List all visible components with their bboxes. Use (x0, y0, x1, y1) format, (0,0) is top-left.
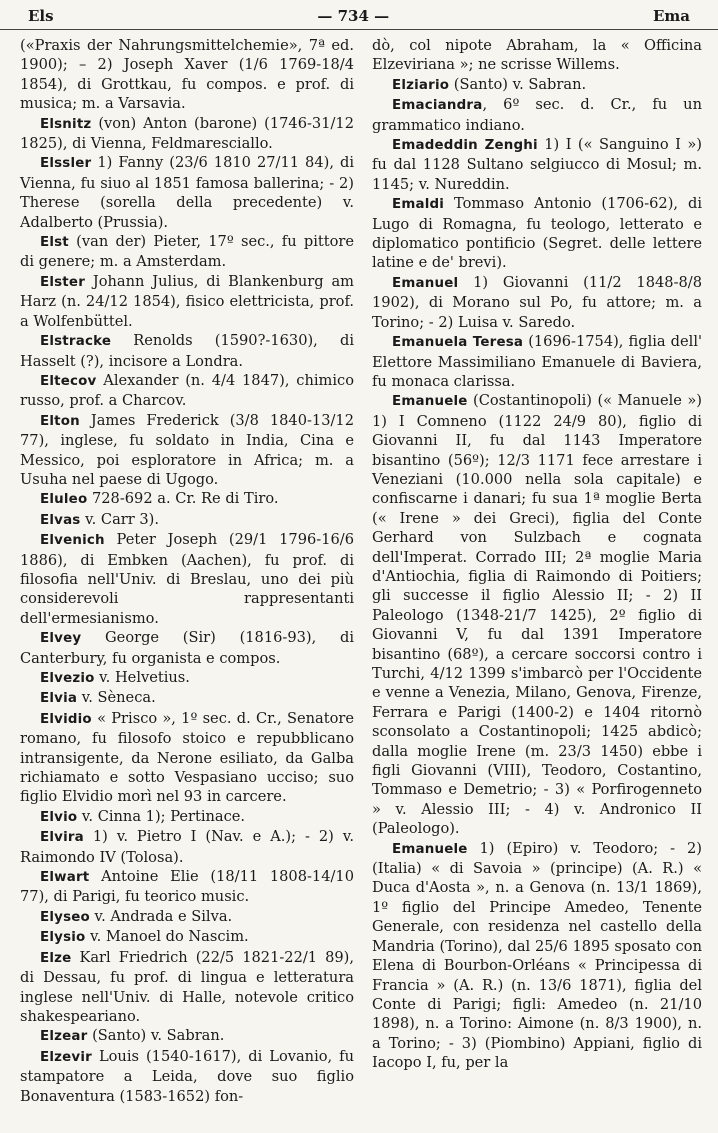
entry-text: Johann Julius, di Blankenburg am Harz (n. 24/12 1854), fisico elettricista, prof. a Wolfenbüttel. (20, 272, 354, 330)
dictionary-entry (20, 907, 354, 927)
entry-headword: Elsnitz (40, 116, 92, 132)
dictionary-entry (20, 1026, 354, 1046)
entry-text: 1) (Epiro) v. Teodoro; - 2) (Italia) « di Savoia » (principe) (A. R.) « Duca d'Aosta », n. a Genova (n. 13/1 1869), 1º figlio del Principe Amedeo, Tenente Generale, con residenza nel castello della Mandria (Torino), dal 25/6 1895 sposato con Elena di Bourbon-Orléans « Principessa di Francia » (A. R.) (n. 13/6 1871), figlia del Conte di Parigi; figli: Amedeo (n. 21/10 1898), n. a Torino: Aimone (n. 8/3 1900), n. a Torino; - 3) (Piombino) Appiani, figlio di Iacopo I, fu, per la (372, 839, 702, 1072)
entry-text: Renolds (1590?-1630), di Hasselt (?), incisore a Londra. (20, 332, 354, 370)
entry-headword: Elvidio (40, 711, 92, 727)
entry-headword: Elst (40, 235, 69, 251)
entry-headword: Elvas (40, 512, 81, 528)
entry-text: v. Carr 3). (80, 510, 159, 528)
entry-text: 1) v. Pietro I (Nav. e A.); - 2) v. Raimondo IV (Tolosa). (20, 828, 354, 866)
dictionary-entry (20, 668, 354, 688)
left-column (20, 36, 354, 1106)
dictionary-entry (372, 194, 702, 273)
dictionary-entry (372, 95, 702, 135)
header-rule (0, 29, 718, 30)
dictionary-entry (372, 135, 702, 194)
dictionary-entry (372, 273, 702, 332)
dictionary-entry (20, 1047, 354, 1106)
dictionary-entry (20, 688, 354, 708)
entry-text: v. Sèneca. (77, 689, 156, 707)
entry-headword: Elziario (392, 77, 450, 93)
entry-text: (von) Anton (barone) (1746-31/12 1825), di Vienna, Feldmaresciallo. (20, 114, 354, 153)
dictionary-entry (372, 839, 702, 1073)
entry-headword: Elwart (40, 870, 90, 886)
entry-headword: Elzear (40, 1029, 88, 1045)
dictionary-entry (20, 530, 354, 628)
entry-text: Tommaso Antonio (1706-62), di Lugo di Romagna, fu teologo, letterato e diplomatico pontificio (Segret. delle lettere latine e de' brevi). (372, 195, 702, 272)
entry-headword: Emaciandra (392, 98, 483, 114)
entry-headword: Emanuel (392, 275, 459, 291)
entry-headword: Elze (40, 950, 72, 966)
entry-text: («Praxis der Nahrungsmittelchemie», 7ª ed. 1900); – 2) Joseph Xaver (1/6 1769-18/4 1854), di Grottkau, fu compos. e prof. di musica; m. a Varsavia. (20, 37, 354, 113)
dictionary-entry (20, 628, 354, 668)
entry-text: 1) Giovanni (11/2 1848-8/8 1902), di Morano sul Po, fu attore; m. a Torino; - 2) Luisa v. Saredo. (372, 273, 702, 331)
entry-text: , 6º sec. d. Cr., fu un grammatico indiano. (372, 96, 702, 134)
entry-headword: Emanuele (392, 394, 468, 410)
entry-headword: Elstracke (40, 334, 112, 350)
entry-text: James Frederick (3/8 1840-13/12 77), inglese, fu soldato in India, Cina e Messico, poi esploratore in Africa; m. a Usuha nel paese di Ugogo. (20, 411, 354, 488)
entry-text: Louis (1540-1617), di Lovanio, fu stampatore a Leida, dove suo figlio Bonaventura (1583-1652) fon- (20, 1047, 354, 1105)
dictionary-entry (20, 709, 354, 807)
dictionary-entry (20, 232, 354, 272)
entry-text: v. Cinna 1); Pertinace. (77, 807, 246, 825)
entry-headword: Elton (40, 413, 80, 429)
right-column (372, 36, 702, 1073)
dictionary-entry (20, 948, 354, 1027)
entry-headword: Elyseo (40, 909, 90, 925)
entry-headword: Elysio (40, 930, 86, 946)
entry-text: Peter Joseph (29/1 1796-16/6 1886), di Embken (Aachen), fu prof. di filosofia nell'Univ. di Breslau, uno dei più considerevoli rappresentanti dell'ermesianismo. (20, 531, 354, 627)
dictionary-entry (372, 75, 702, 95)
entry-headword: Elvenich (40, 533, 105, 549)
dictionary-entry (20, 510, 354, 530)
entry-headword: Elvey (40, 631, 82, 647)
entry-text: « Prisco », 1º sec. d. Cr., Senatore romano, fu filosofo stoico e repubblicano intransigente, da Nerone esiliato, da Galba richiamato e sotto Vespasiano ucciso; suo figlio Elvidio morì nel 93 in carcere. (20, 709, 354, 806)
entry-headword: Elvio (40, 809, 78, 825)
dictionary-entry (20, 489, 354, 509)
entry-text: dò, col nipote Abraham, la « Officina Elzeviriana »; ne scrisse Willems. (372, 37, 702, 74)
dictionary-entry (372, 36, 702, 75)
dictionary-entry (20, 114, 354, 154)
entry-text: Karl Friedrich (22/5 1821-22/1 89), di Dessau, fu prof. di lingua e letteratura inglese nell'Univ. di Halle, notevole critico shakespeariano. (20, 948, 354, 1025)
entry-headword: Emadeddin Zenghi (392, 138, 538, 154)
entry-text: George (Sir) (1816-93), di Canterbury, fu organista e compos. (20, 629, 354, 667)
dictionary-entry (20, 36, 354, 114)
dictionary-entry (20, 371, 354, 411)
entry-text: (van der) Pieter, 17º sec., fu pittore di genere; m. a Amsterdam. (20, 233, 354, 271)
entry-text: v. Manoel do Nascim. (85, 928, 249, 946)
dictionary-entry (20, 927, 354, 947)
entry-headword: Elssler (40, 156, 92, 172)
entry-text: 728-692 a. Cr. Re di Tiro. (87, 490, 279, 508)
header-left-guideword: Els (28, 7, 54, 25)
page-number: — 734 — (317, 7, 390, 25)
header-right-guideword: Ema (652, 7, 690, 25)
entry-headword: Elvezio (40, 671, 95, 686)
entry-headword: Elvira (40, 830, 84, 846)
entry-headword: Elzevir (40, 1049, 92, 1065)
dictionary-entry (20, 153, 354, 232)
dictionary-entry (372, 391, 702, 838)
entry-text: (1696-1754), figlia dell' Elettore Massimiliano Emanuele di Baviera, fu monaca clarissa. (372, 333, 703, 390)
entry-headword: Emanuele (392, 841, 468, 857)
entry-text: 1) Fanny (23/6 1810 27/11 84), di Vienna, fu siuo al 1851 famosa ballerina; - 2) Therese (sorella della precedente) v. Adalberto (Prussia). (20, 154, 354, 231)
entry-headword: Emanuela Teresa (392, 335, 524, 351)
entry-text: (Costantinopoli) (« Manuele ») 1) I Comneno (1122 24/9 80), figlio di Giovanni II, fu dal 1143 Imperatore bisantino (56º); 12/3 1171 fece arrestare i Veneziani (10.000 nella sola capitale) e confiscarne i danari; fu sua 1ª moglie Berta (« Irene » dei Greci), figlia del Conte Gerhard von Sulzbach e cognata dell'Imperat. Corrado III; 2ª moglie Maria d'Antiochia, figlia di Raimondo di Poitiers; gli successe il figlio Alessio II; - 2) II Paleologo (1348-21/7 1425), 2º figlio di Giovanni V, fu dal 1391 Imperatore bisantino (68º), a cercare soccorsi contro i Turchi, 4/12 1399 s'imbarcò per l'Occidente e venne a Venezia, Milano, Genova, Firenze, Ferrara e Parigi (1400-2) e 1404 ritornò sconsolato a Costantinopoli; 1425 abdicò; dalla moglie Irene (m. 23/3 1450) ebbe i figli Giovanni (VIII), Teodoro, Costantino, Tommaso e Demetrio; - 3) « Porfirogenneto » v. Alessio III; - 4) v. Andronico II (Paleologo). (372, 392, 702, 838)
entry-text: Alexander (n. 4/4 1847), chimico russo, prof. a Charcov. (20, 371, 354, 410)
entry-headword: Elvia (40, 691, 78, 707)
entry-text: (Santo) v. Sabran. (87, 1027, 225, 1045)
entry-headword: Eluleo (40, 492, 88, 508)
entry-headword: Emaldi (392, 197, 445, 213)
entry-text: 1) I (« Sanguino I ») fu dal 1128 Sultano selgiucco di Mosul; m. 1145; v. Nureddin. (372, 136, 702, 193)
entry-headword: Eltecov (40, 373, 97, 389)
entry-headword: Elster (40, 274, 85, 290)
entry-text: Antoine Elie (18/11 1808-14/10 77), di Parigi, fu teorico music. (20, 868, 354, 906)
running-header (0, 0, 718, 32)
entry-text: v. Helvetius. (94, 669, 190, 686)
dictionary-entry (20, 867, 354, 907)
dictionary-entry (20, 331, 354, 371)
dictionary-entry (20, 807, 354, 827)
entry-text: (Santo) v. Sabran. (449, 75, 587, 93)
dictionary-entry (20, 272, 354, 331)
dictionary-entry (20, 827, 354, 867)
dictionary-entry (372, 332, 702, 391)
dictionary-entry (20, 411, 354, 490)
entry-text: v. Andrada e Silva. (89, 907, 233, 925)
